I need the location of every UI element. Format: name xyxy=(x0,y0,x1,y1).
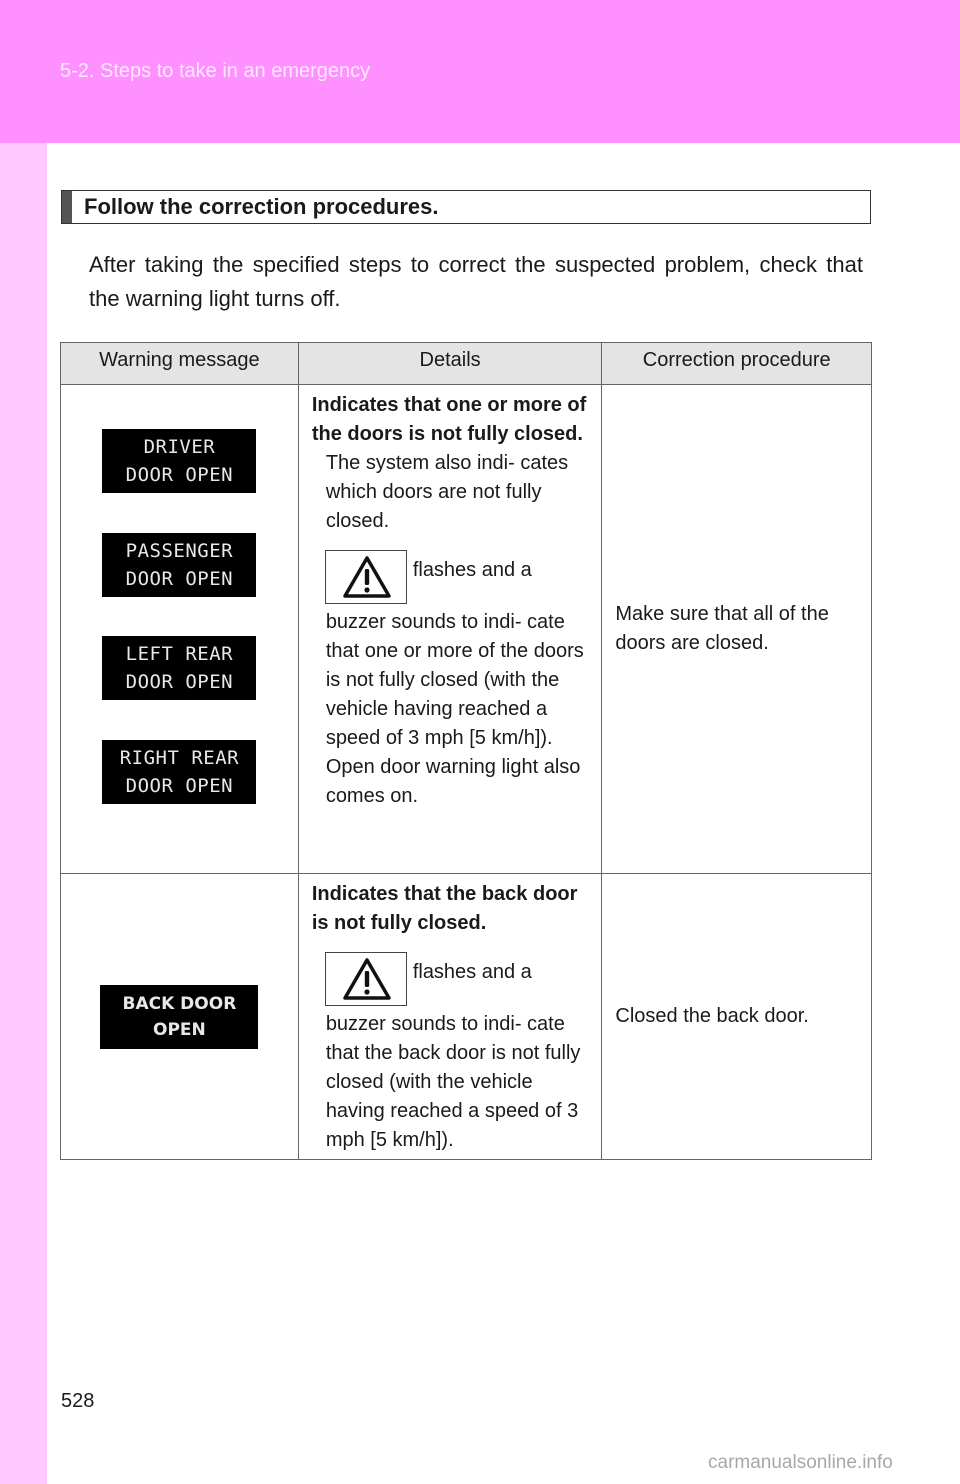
heading-text: Follow the correction procedures. xyxy=(84,194,439,219)
column-header: Warning message xyxy=(61,343,299,385)
warning-table xyxy=(60,342,872,1160)
lcd-message: BACK DOOR OPEN xyxy=(100,985,258,1049)
table-header-row xyxy=(61,343,872,385)
details-tail: buzzer sounds to indi- cate that one or more of the doors is not fully closed (with the vehicle having reached a speed of 3 mph [5 km/h]). Open door warning light also comes on. xyxy=(325,611,584,807)
details-note: The system also indi- cates which doors are not fully closed. xyxy=(325,452,569,532)
message-cell xyxy=(61,874,299,1160)
warning-triangle-icon xyxy=(342,957,392,1001)
column-header: Details xyxy=(298,343,602,385)
details-cell xyxy=(298,385,602,874)
table-row xyxy=(61,385,872,874)
message-cell xyxy=(61,385,299,874)
lcd-message: LEFT REAR DOOR OPEN xyxy=(102,636,256,700)
lcd-message: PASSENGER DOOR OPEN xyxy=(102,533,256,597)
page-number: 528 xyxy=(61,1390,95,1412)
side-strip xyxy=(0,143,47,1484)
lcd-message: DRIVER DOOR OPEN xyxy=(102,429,256,493)
column-header: Correction procedure xyxy=(602,343,872,385)
details-after-icon: flashes and a xyxy=(412,559,532,581)
heading-marker xyxy=(62,191,72,223)
table-row xyxy=(61,874,872,1160)
intro-paragraph: After taking the specified steps to correct the suspected problem, check that the warning light turns off. xyxy=(89,252,863,311)
details-cell xyxy=(298,874,602,1160)
section-breadcrumb: 5-2. Steps to take in an emergency xyxy=(60,60,371,82)
details-summary: Indicates that the back door is not fully closed. xyxy=(311,883,578,934)
warning-icon-box xyxy=(325,952,407,1006)
warning-triangle-icon xyxy=(342,555,392,599)
section-heading xyxy=(61,190,871,224)
warning-icon-row xyxy=(325,952,592,1010)
procedure-cell: Make sure that all of the doors are closed. xyxy=(602,385,872,874)
details-after-icon: flashes and a xyxy=(412,961,532,983)
header-bar xyxy=(0,0,960,143)
details-tail: buzzer sounds to indi- cate that the back door is not fully closed (with the vehicle having reached a speed of 3 mph [5 km/h]). xyxy=(325,1013,581,1151)
watermark: carmanualsonline.info xyxy=(708,1452,893,1473)
warning-icon-row xyxy=(325,550,592,608)
details-summary: Indicates that one or more of the doors is not fully closed. xyxy=(311,394,587,445)
warning-icon-box xyxy=(325,550,407,604)
lcd-message: RIGHT REAR DOOR OPEN xyxy=(102,740,256,804)
procedure-cell: Closed the back door. xyxy=(602,874,872,1160)
